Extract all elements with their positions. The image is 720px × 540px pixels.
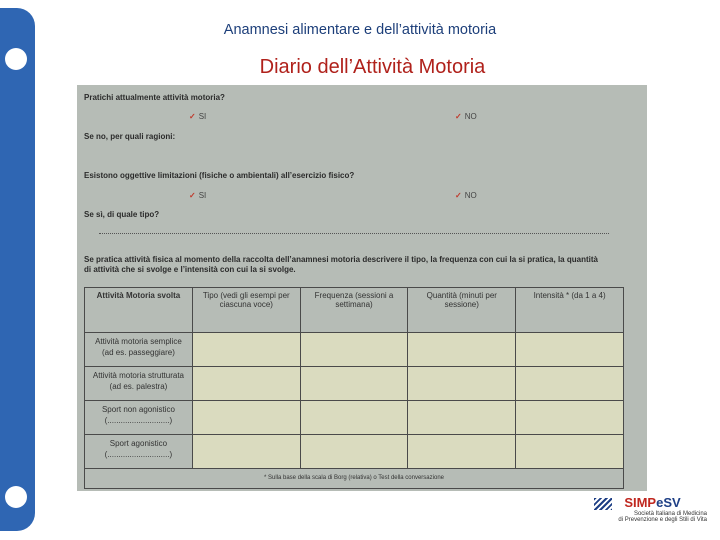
logo-line1: Società Italiana di Medicina [633, 511, 707, 517]
cell-type[interactable] [192, 333, 300, 367]
logo-e: e [656, 495, 664, 510]
cell-quantity[interactable] [408, 333, 516, 367]
slide-header: Anamnesi alimentare e dell’attività motoria [223, 22, 497, 38]
logo-sv: SV [663, 495, 681, 510]
option-yes-1[interactable] [189, 112, 206, 121]
header-intensity: Intensità * (da 1 a 4) [516, 288, 624, 333]
question-describe-line2: di attività che si svolge e l’intensità con cui la si svolge. [84, 265, 296, 274]
row-label-line1: Attività motoria strutturata [92, 371, 185, 380]
cell-frequency[interactable] [300, 401, 408, 435]
cell-type[interactable] [192, 401, 300, 435]
option-yes-label: SI [198, 112, 207, 121]
rail-dot-bottom [5, 486, 27, 508]
cell-intensity[interactable] [516, 435, 624, 469]
row-label [85, 435, 193, 469]
cell-quantity[interactable] [408, 435, 516, 469]
row-label-line1: Sport non agonistico [101, 405, 175, 414]
header-frequency: Frequenza (sessioni a settimana) [300, 288, 408, 333]
row-label-line1: Attività motoria semplice [95, 337, 182, 346]
question-limitations: Esistono oggettive limitazioni (fisiche o ambientali) all’esercizio fisico? [84, 171, 355, 180]
cell-intensity[interactable] [516, 367, 624, 401]
row-label-line2: (ad es. passeggiare) [101, 348, 175, 357]
row-label [85, 401, 193, 435]
dotted-answer-line [99, 233, 609, 234]
cell-intensity[interactable] [516, 401, 624, 435]
header-activity: Attività Motoria svolta [85, 288, 193, 333]
option-yes-2[interactable] [189, 191, 206, 200]
table-header-row [85, 288, 624, 333]
cell-frequency[interactable] [300, 435, 408, 469]
option-no-2[interactable] [455, 191, 477, 200]
row-label [85, 333, 193, 367]
cell-quantity[interactable] [408, 367, 516, 401]
left-rail [0, 8, 35, 531]
question-reasons: Se no, per quali ragioni: [84, 132, 176, 141]
row-label-line2: (............................) [104, 450, 173, 459]
logo-line2: di Prevenzione e degli Stili di Vita [618, 517, 707, 523]
check-icon: ✓ [455, 112, 462, 121]
option-no-label: NO [464, 191, 477, 200]
table-row [85, 367, 624, 401]
question-practice: Pratichi attualmente attività motoria? [84, 93, 225, 102]
cell-type[interactable] [192, 367, 300, 401]
row-label-line1: Sport agonistico [109, 439, 168, 448]
activity-table [84, 287, 624, 469]
header-type: Tipo (vedi gli esempi per ciascuna voce) [192, 288, 300, 333]
cell-type[interactable] [192, 435, 300, 469]
header-quantity: Quantità (minuti per sessione) [408, 288, 516, 333]
option-no-1[interactable] [455, 112, 477, 121]
cell-intensity[interactable] [516, 333, 624, 367]
option-no-label: NO [464, 112, 477, 121]
row-label [85, 367, 193, 401]
question-describe [84, 255, 640, 275]
logo-wordmark [590, 494, 715, 512]
logo-simp: SIMP [624, 495, 657, 510]
question-describe-line1: Se pratica attività fisica al momento della raccolta dell’anamnesi motoria descrivere il tipo, la frequenza con cui la si pratica, la quantità [84, 255, 598, 264]
cell-quantity[interactable] [408, 401, 516, 435]
table-footnote: * Sulla base della scala di Borg (relativa) o Test della conversazione [84, 469, 624, 489]
option-yes-label: SI [198, 191, 207, 200]
table-row [85, 435, 624, 469]
table-row [85, 333, 624, 367]
simpesv-logo [590, 494, 715, 530]
check-icon: ✓ [189, 112, 196, 121]
question-type: Se sì, di quale tipo? [84, 210, 160, 219]
cell-frequency[interactable] [300, 333, 408, 367]
row-label-line2: (ad es. palestra) [109, 382, 168, 391]
check-icon: ✓ [189, 191, 196, 200]
check-icon: ✓ [455, 191, 462, 200]
slide-title: Diario dell’Attività Motoria [259, 56, 486, 78]
table-row [85, 401, 624, 435]
activity-form [77, 85, 647, 491]
cell-frequency[interactable] [300, 367, 408, 401]
row-label-line2: (............................) [104, 416, 173, 425]
